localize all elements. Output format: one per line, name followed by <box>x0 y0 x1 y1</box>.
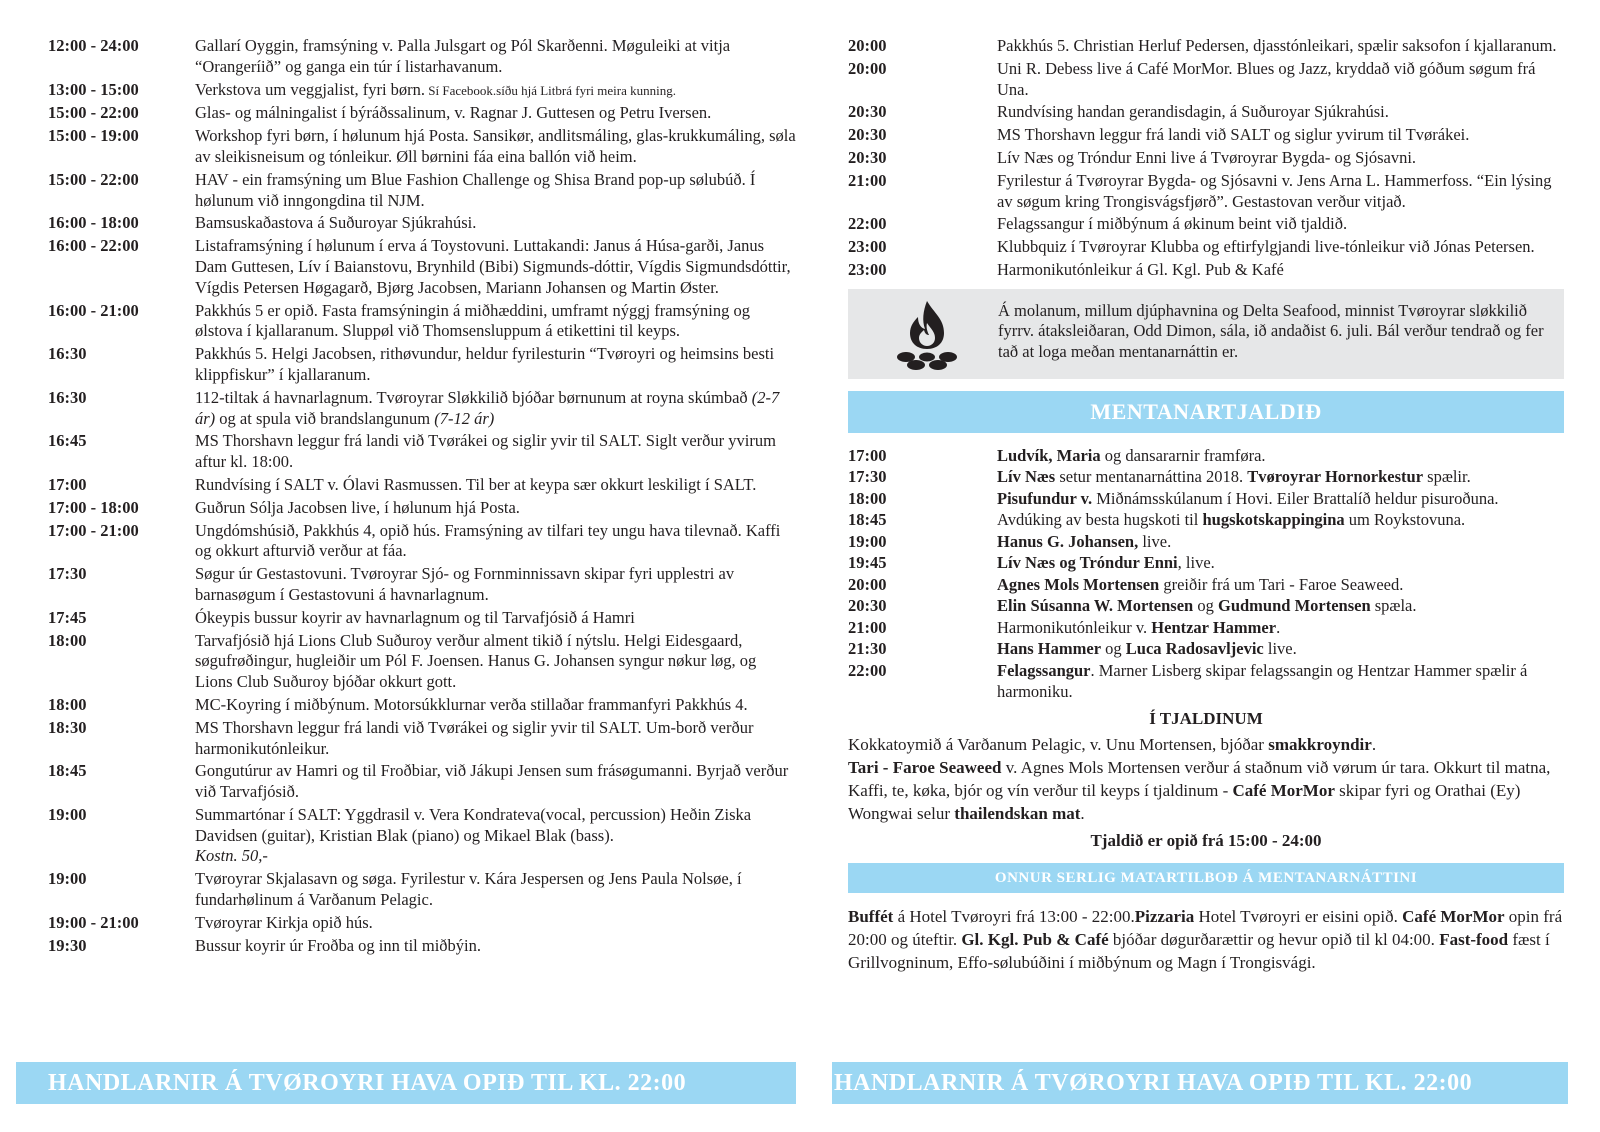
event-text: Listaframsýning í hølunum í erva á Toystovuni. Luttakandi: Janus á Húsa-garði, Janus Dam Guttesen, Lív í Baianstovu, Brynhild (Bibi) Sigmunds-dóttir, Vígdis Sigmundsdóttir, Vígdis Petersen Høgagarð, Bjørg Jacobsen, Mariann Johansen og Martin Øster. <box>195 236 791 297</box>
event-text: Pakkhús 5. Helgi Jacobsen, rithøvundur, heldur fyrilesturin “Tvøroyri og heimsins besti klippfiskur” í kjallaranum. <box>195 344 775 384</box>
event-time: 17:30 <box>48 564 87 584</box>
performer: Hentzar Hammer <box>1151 617 1277 637</box>
event-time: 16:30 <box>48 387 87 407</box>
in-tent-bold: thailendskan mat <box>954 803 1081 823</box>
event-time: 12:00 - 24:00 <box>48 36 139 55</box>
event-time: 19:00 <box>48 804 87 824</box>
in-tent-text: . <box>1371 734 1377 754</box>
event-text: Guðrun Sólja Jacobsen live, í hølunum hjá Posta. <box>195 497 520 517</box>
event-time: 18:45 <box>848 510 887 530</box>
event-text: Bussur koyrir úr Froðba og inn til miðbýin. <box>195 935 481 955</box>
event-time: 16:00 - 21:00 <box>48 300 139 320</box>
in-tent-bold: Café MorMor <box>1232 780 1335 800</box>
food-bold: Gl. Kgl. Pub & Café <box>961 929 1109 949</box>
left-schedule-column <box>48 36 796 958</box>
food-bold: Café MorMor <box>1402 906 1505 926</box>
event-time: 23:00 <box>848 237 887 257</box>
event-time: 20:30 <box>848 147 887 167</box>
event-text: Klubbquiz í Tvøroyrar Klubba og eftirfylgjandi live-tónleikur við Jónas Petersen. <box>997 237 1535 257</box>
in-tent-heading: Í TJALDINUM <box>1149 708 1263 728</box>
event-row <box>848 59 1564 101</box>
event-row <box>848 125 1564 146</box>
tent-event-row <box>848 638 1564 660</box>
event-text <box>997 617 1564 639</box>
right-schedule-column <box>848 36 1564 974</box>
event-detail: Avdúking av besta hugskoti til <box>997 510 1203 530</box>
event-time: 20:30 <box>848 102 887 122</box>
event-time: 17:00 <box>848 445 887 465</box>
event-row <box>48 631 796 693</box>
event-row <box>48 344 796 386</box>
event-note: Sí Facebook.síðu hjá Litbrá fyri meira kunning. <box>425 82 676 98</box>
tent-opening-hours: Tjaldið er opið frá 15:00 - 24:00 <box>1090 830 1322 850</box>
event-text: Rundvísing handan gerandisdagin, á Suðuroyar Sjúkrahúsi. <box>997 102 1389 122</box>
food-text: opin frá 20:00 og úteftir. <box>848 906 1563 949</box>
event-text: Tarvafjósið hjá Lions Club Suðuroy verður alment tikið í nýtslu. Helgi Eidesgaard, søgufrøðingur, hugleiðir um Pól F. Joensen. Hanus G. Johansen syngur nøkur løg, og Lions Club Suðuroy bjóðar okkurt gott. <box>195 630 757 692</box>
performer: hugskotskappingina <box>1202 510 1345 530</box>
event-time: 20:00 <box>848 36 887 55</box>
event-row <box>848 214 1564 235</box>
event-text <box>997 466 1564 488</box>
age-range: (2-7 ár) <box>195 387 780 428</box>
event-time: 22:00 <box>848 660 887 680</box>
event-text: Pakkhús 5 er opið. Fasta framsýningin á miðhæddini, umframt nýggj framsýning og ølstova í kjallaranum. Sluppøl við Thomsensluppum á etikettini til keyps. <box>195 300 750 341</box>
bonfire-icon <box>894 299 960 371</box>
event-text: Gongutúrur av Hamri og til Froðbiar, við Jákupi Jensen sum frásøgumanni. Byrjað verður við Tarvafjósið. <box>195 761 789 802</box>
event-text: Fyrilestur á Tvøroyrar Bygda- og Sjósavni v. Jens Arna L. Hammerfoss. “Ein lýsing av søgum kring Trongisvágsfjørð”. Gestastovan verður vitjað. <box>997 170 1552 211</box>
event-row <box>48 475 796 496</box>
tent-event-row <box>848 660 1564 703</box>
tent-event-row <box>848 445 1564 467</box>
event-text <box>997 595 1564 617</box>
event-time: 20:30 <box>848 596 887 616</box>
event-time: 13:00 - 15:00 <box>48 79 139 99</box>
food-text: Hotel Tvøroyri er eisini opið. <box>1194 906 1403 926</box>
event-row <box>48 236 796 298</box>
tent-section-heading: MENTANARTJALDIÐ <box>848 391 1564 433</box>
tent-event-row <box>848 466 1564 488</box>
event-text: Harmonikutónleikur á Gl. Kgl. Pub & Kafé <box>997 259 1284 279</box>
in-tent-text: . <box>1080 803 1085 823</box>
memorial-text: Á molanum, millum djúphavnina og Delta Seafood, minnist Tvøroyrar sløkkilið fyrrv. átaksleiðaran, Odd Dimon, sála, ið andaðist 6. juli. Bál verður tendrað og fer tað at loga meðan mentanarnáttin er. <box>998 300 1544 361</box>
event-text: Glas- og málningalist í býráðssalinum, v. Ragnar J. Guttesen og Petru Iversen. <box>195 103 712 123</box>
event-main-text: og at spula við brandslangunum <box>215 408 435 428</box>
event-text: HAV - ein framsýning um Blue Fashion Challenge og Shisa Brand pop-up sølubúð. Í hølunum við inngongdina til NJM. <box>195 169 756 210</box>
event-time: 17:00 - 18:00 <box>48 497 139 517</box>
event-text <box>997 552 1564 574</box>
event-detail: live. <box>1138 531 1172 551</box>
event-detail: spælir. <box>1423 467 1471 487</box>
event-detail: spæla. <box>1370 596 1417 616</box>
event-time: 16:00 - 18:00 <box>48 213 139 233</box>
performer: Ludvík, Maria <box>997 445 1101 465</box>
event-text <box>195 388 796 430</box>
event-row <box>48 564 796 606</box>
event-time: 15:00 - 19:00 <box>48 126 139 146</box>
performer: Gudmund Mortensen <box>1217 596 1371 616</box>
event-text: Gallarí Oyggin, framsýning v. Palla Julsgart og Pól Skarðenni. Møguleiki at vitja “Orangeríið” og ganga ein túr í listarhavanum. <box>195 36 731 76</box>
in-tent-bold: Tari - Faroe Seaweed <box>848 757 1002 777</box>
event-text: Ókeypis bussur koyrir av havnarlagnum og til Tarvafjósið á Hamri <box>195 607 635 627</box>
event-detail: og <box>1193 596 1218 616</box>
event-time: 17:30 <box>848 467 887 487</box>
event-time: 18:45 <box>48 761 87 781</box>
event-row <box>48 80 796 102</box>
event-time: 19:00 - 21:00 <box>48 912 139 932</box>
event-text: Bamsuskaðastova á Suðuroyar Sjúkrahúsi. <box>195 213 477 233</box>
event-text <box>195 80 796 102</box>
in-tent-text: v. Agnes Mols Mortensen verður á staðnum við vørum úr tara. Okkurt til matna, Kaffi, te, køka, bjór og vín verður til keyps í tjaldinum - <box>848 757 1551 800</box>
event-time: 18:00 <box>48 630 87 650</box>
in-tent-bold: smakkroyndir <box>1268 734 1372 754</box>
tent-event-row <box>848 595 1564 617</box>
event-detail: greiðir frá um Tari - Faroe Seaweed. <box>1159 574 1404 594</box>
performer: Lív Næs <box>997 467 1056 487</box>
event-text: Workshop fyri børn, í hølunum hjá Posta. Sansikør, andlitsmáling, glas-krukkumáling, søla av sleikisneisum og tónleikur. Øll børnini fáa eina ballón við heim. <box>195 126 796 166</box>
shops-open-banner-right: HANDLARNIR Á TVØROYRI HAVA OPIÐ TIL KL. 22:00 <box>832 1062 1568 1104</box>
event-detail: og <box>1101 639 1126 659</box>
event-time: 22:00 <box>848 214 887 234</box>
event-text <box>997 574 1564 596</box>
event-time: 18:00 <box>48 694 87 714</box>
event-row <box>48 213 796 234</box>
event-time: 21:00 <box>848 170 887 190</box>
event-time: 20:00 <box>848 58 887 78</box>
event-row <box>48 521 796 563</box>
event-row <box>848 171 1564 213</box>
event-main-text: Verkstova um veggjalist, fyri børn. <box>195 79 426 99</box>
event-detail: um Roykstovuna. <box>1344 510 1466 530</box>
event-text: Lív Næs og Tróndur Enni live á Tvøroyrar Bygda- og Sjósavni. <box>997 147 1417 167</box>
event-text: Tvøroyrar Skjalasavn og søga. Fyrilestur v. Kára Jespersen og Jens Paula Nolsøe, í fundarhølinum á Varðanum Pelagic. <box>195 869 742 910</box>
tent-schedule <box>848 445 1564 703</box>
event-row <box>848 36 1564 57</box>
performer: Agnes Mols Mortensen <box>997 574 1160 594</box>
event-text: Ungdómshúsið, Pakkhús 4, opið hús. Framsýning av tilfari tey ungu hava tilevnað. Kaffi og okkurt afturvið verður at fáa. <box>195 520 781 561</box>
event-text <box>195 805 796 867</box>
event-row <box>48 718 796 760</box>
event-text: MS Thorshavn leggur frá landi við SALT og siglur yvirum til Tvørákei. <box>997 125 1470 145</box>
food-text: fæst í Grillvogninum, Effo-sølubúðini í miðbýnum og Magn í Trongisvági. <box>848 929 1550 972</box>
tent-event-row <box>848 617 1564 639</box>
event-time: 18:30 <box>48 717 87 737</box>
event-row <box>48 498 796 519</box>
tent-event-row <box>848 509 1564 531</box>
performer: Tvøroyrar Hornorkestur <box>1247 467 1424 487</box>
event-text: MC-Koyring í miðbýnum. Motorsúkklurnar verða stillaðar frammanfyri Pakkhús 4. <box>195 694 748 714</box>
event-text: Felagssangur í miðbýnum á økinum beint við tjaldið. <box>997 214 1348 234</box>
event-text: Pakkhús 5. Christian Herluf Pedersen, djasstónleikari, spælir saksofon í kjallaranum. <box>997 36 1557 55</box>
event-row <box>48 301 796 343</box>
food-offers-paragraph <box>848 905 1564 974</box>
event-row <box>48 431 796 473</box>
event-text <box>997 509 1564 531</box>
event-row <box>48 103 796 124</box>
event-row <box>48 936 796 957</box>
performer: Luca Radosavljevic <box>1125 639 1264 659</box>
performer: Hans Hammer <box>997 639 1102 659</box>
event-time: 19:45 <box>848 553 887 573</box>
event-text: MS Thorshavn leggur frá landi við Tvørákei og siglir yvir til SALT. Um-borð verður harmonikutónleikur. <box>195 717 754 758</box>
event-row <box>848 237 1564 258</box>
event-row <box>848 260 1564 281</box>
event-time: 23:00 <box>848 259 887 279</box>
age-range: (7-12 ár) <box>434 408 495 428</box>
event-text <box>997 638 1564 660</box>
food-offers-heading: ONNUR SERLIG MATARTILBOÐ Á MENTANARNÁTTINI <box>848 863 1564 893</box>
event-time: 20:00 <box>848 574 887 594</box>
food-bold: Fast-food <box>1439 929 1509 949</box>
tent-event-row <box>848 552 1564 574</box>
event-row <box>848 102 1564 123</box>
price-note: Kostn. 50,- <box>195 846 268 866</box>
in-tent-text: skipar fyri og Orathai (Ey) Wongwai selur <box>848 780 1521 823</box>
event-time: 18:00 <box>848 488 887 508</box>
performer: Pisufundur v. <box>997 488 1093 508</box>
event-time: 19:00 <box>848 531 887 551</box>
event-row <box>48 388 796 430</box>
event-time: 19:00 <box>48 869 87 889</box>
food-bold: Pizzaria <box>1134 906 1195 926</box>
event-text: Uni R. Debess live á Café MorMor. Blues og Jazz, kryddað við góðum søgum frá Una. <box>997 58 1536 99</box>
event-time: 15:00 - 22:00 <box>48 103 139 123</box>
event-row <box>48 805 796 867</box>
event-time: 16:00 - 22:00 <box>48 236 139 256</box>
event-row <box>48 170 796 212</box>
food-text: á Hotel Tvøroyri frá 13:00 - 22:00. <box>893 906 1135 926</box>
food-text: bjóðar døgurðarættir og hevur opið til kl 04:00. <box>1108 929 1440 949</box>
event-main-text: 112-tiltak á havnarlagnum. Tvøroyrar Sløkkilið bjóðar børnunum at royna skúmbað <box>195 387 752 407</box>
event-row <box>48 761 796 803</box>
event-text <box>997 445 1564 467</box>
event-text <box>997 488 1564 510</box>
event-row <box>48 695 796 716</box>
in-tent-paragraph <box>848 733 1564 825</box>
event-text: Tvøroyrar Kirkja opið hús. <box>195 912 373 932</box>
event-row <box>48 869 796 911</box>
event-row <box>48 608 796 629</box>
event-time: 16:30 <box>48 344 87 364</box>
event-detail: Miðnámsskúlanum í Hovi. Eiler Brattalíð heldur pisuroðuna. <box>1092 488 1499 508</box>
in-tent-text: Kokkatoymið á Varðanum Pelagic, v. Unu Mortensen, bjóðar <box>848 734 1269 754</box>
event-detail: og dansararnir framføra. <box>1100 445 1266 465</box>
event-time: 21:30 <box>848 639 887 659</box>
event-text <box>997 531 1564 553</box>
food-bold: Buffét <box>848 906 894 926</box>
event-text: MS Thorshavn leggur frá landi við Tvørákei og siglir yvir til SALT. Siglt verður yvirum aftur kl. 18:00. <box>195 431 776 472</box>
event-text: Rundvísing í SALT v. Ólavi Rasmussen. Til ber at keypa sær okkurt leskiligt í SALT. <box>195 474 757 494</box>
event-row <box>48 126 796 168</box>
event-text: Søgur úr Gestastovuni. Tvøroyrar Sjó- og Fornminnissavn skipar fyri upplestri av barnasøgum í Gestastovuni á havnarlagnum. <box>195 564 735 604</box>
shops-open-banner-left: HANDLARNIR Á TVØROYRI HAVA OPIÐ TIL KL. 22:00 <box>16 1062 796 1104</box>
event-time: 16:45 <box>48 431 87 451</box>
event-main-text: Summartónar í SALT: Yggdrasil v. Vera Kondrateva(vocal, percussion) Heðin Ziska Davidsen (guitar), Kristian Blak (piano) og Mikael Blak (bass). <box>195 804 752 845</box>
event-time: 17:45 <box>48 607 87 627</box>
event-detail: . Marner Lisberg skipar felagssangin og Hentzar Hammer spælir á harmoniku. <box>997 660 1528 702</box>
tent-event-row <box>848 531 1564 553</box>
event-row <box>48 36 796 78</box>
event-detail: . <box>1276 617 1281 637</box>
performer: Lív Næs og Tróndur Enni <box>997 553 1178 573</box>
event-time: 21:00 <box>848 617 887 637</box>
tent-event-row <box>848 488 1564 510</box>
performer: Elin Súsanna W. Mortensen <box>997 596 1194 616</box>
event-detail: live. <box>1263 639 1297 659</box>
event-time: 17:00 <box>48 474 87 494</box>
event-time: 19:30 <box>48 935 87 955</box>
tent-event-row <box>848 574 1564 596</box>
event-detail: Harmonikutónleikur v. <box>997 617 1152 637</box>
event-time: 15:00 - 22:00 <box>48 169 139 189</box>
event-row <box>48 913 796 934</box>
event-detail: setur mentanarnáttina 2018. <box>1055 467 1248 487</box>
memorial-bonfire-box <box>848 289 1564 379</box>
event-time: 20:30 <box>848 125 887 145</box>
event-row <box>848 148 1564 169</box>
performer: Felagssangur <box>997 660 1091 680</box>
performer: Hanus G. Johansen, <box>997 531 1139 551</box>
event-text <box>997 660 1564 703</box>
event-detail: , live. <box>1177 553 1215 573</box>
event-time: 17:00 - 21:00 <box>48 520 139 540</box>
